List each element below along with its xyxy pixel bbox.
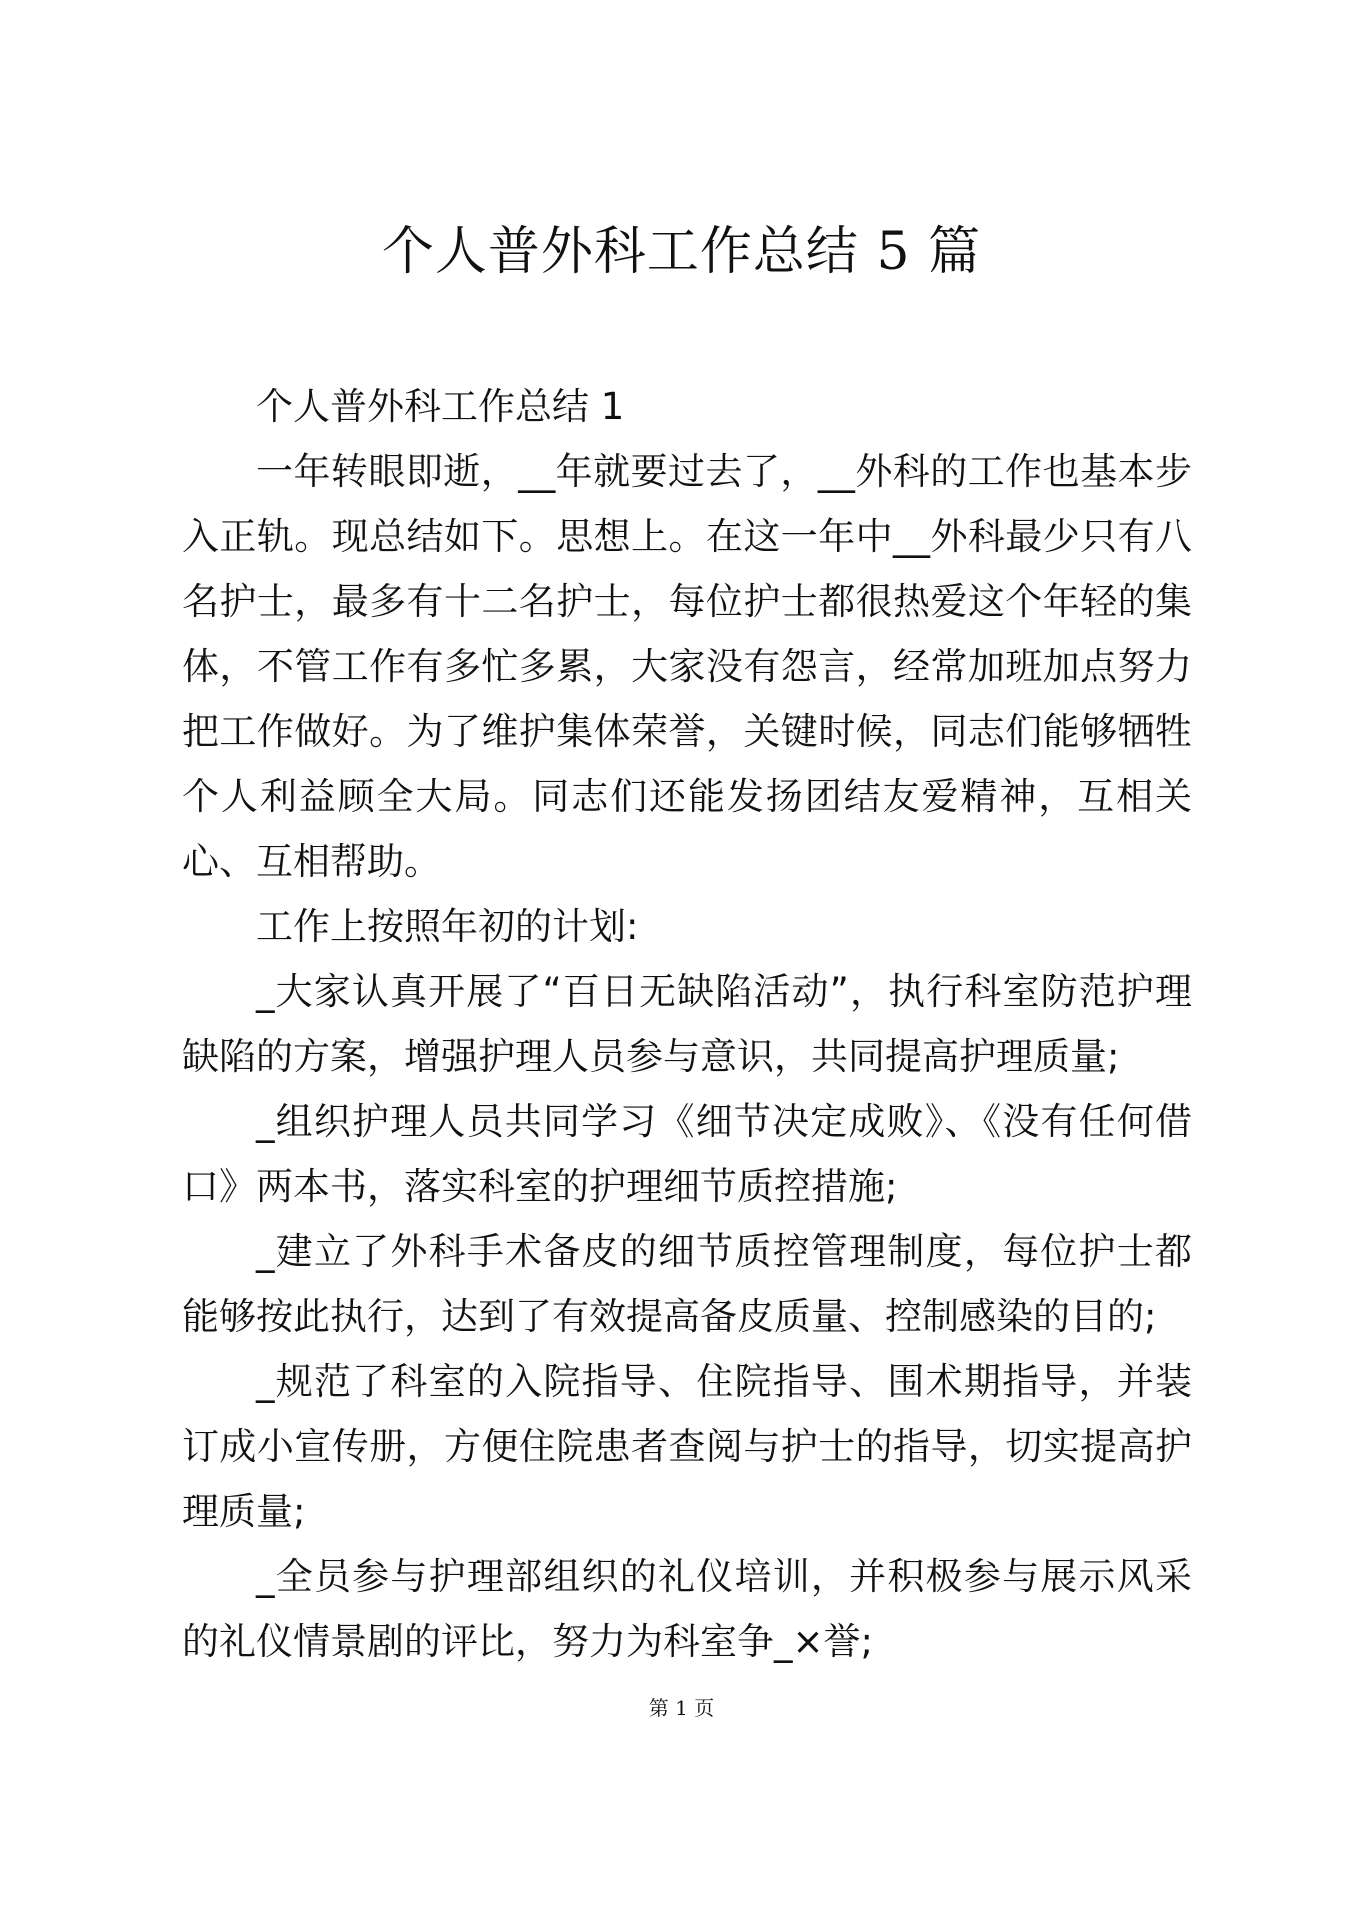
paragraph: 工作上按照年初的计划: bbox=[256, 905, 639, 948]
document-title: 个人普外科工作总结 5 篇 bbox=[381, 222, 982, 282]
page-number: 第 1 页 bbox=[648, 1696, 715, 1720]
list-paragraph: _建立了外科手术备皮的细节质控管理制度，每位护士都能够按此执行，达到了有效提高备皮质量、控制感染的目的; bbox=[182, 1230, 1192, 1338]
paragraph: 一年转眼即逝，__年就要过去了，__外科的工作也基本步入正轨。现总结如下。思想上。在这一年中__外科最少只有八名护士，最多有十二名护士，每位护士都很热爱这个年轻的集体，不管工作有多忙多累，大家没有怨言，经常加班加点努力把工作做好。为了维护集体荣誉，关键时候，同志们能够牺牲个人利益顾全大局。同志们还能发扬团结友爱精神，互相关心、互相帮助。 bbox=[182, 450, 1192, 883]
document-body bbox=[182, 374, 1192, 1674]
section-heading: 个人普外科工作总结 1 bbox=[256, 385, 625, 428]
list-paragraph: _规范了科室的入院指导、住院指导、围术期指导，并装订成小宣传册，方便住院患者查阅与护士的指导，切实提高护理质量; bbox=[182, 1360, 1192, 1533]
list-paragraph: _大家认真开展了“百日无缺陷活动”，执行科室防范护理缺陷的方案，增强护理人员参与意识，共同提高护理质量; bbox=[182, 970, 1192, 1078]
list-paragraph: _全员参与护理部组织的礼仪培训，并积极参与展示风采的礼仪情景剧的评比，努力为科室争_×誉; bbox=[182, 1555, 1192, 1663]
list-paragraph: _组织护理人员共同学习《细节决定成败》、《没有任何借口》两本书，落实科室的护理细节质控措施; bbox=[182, 1100, 1192, 1208]
